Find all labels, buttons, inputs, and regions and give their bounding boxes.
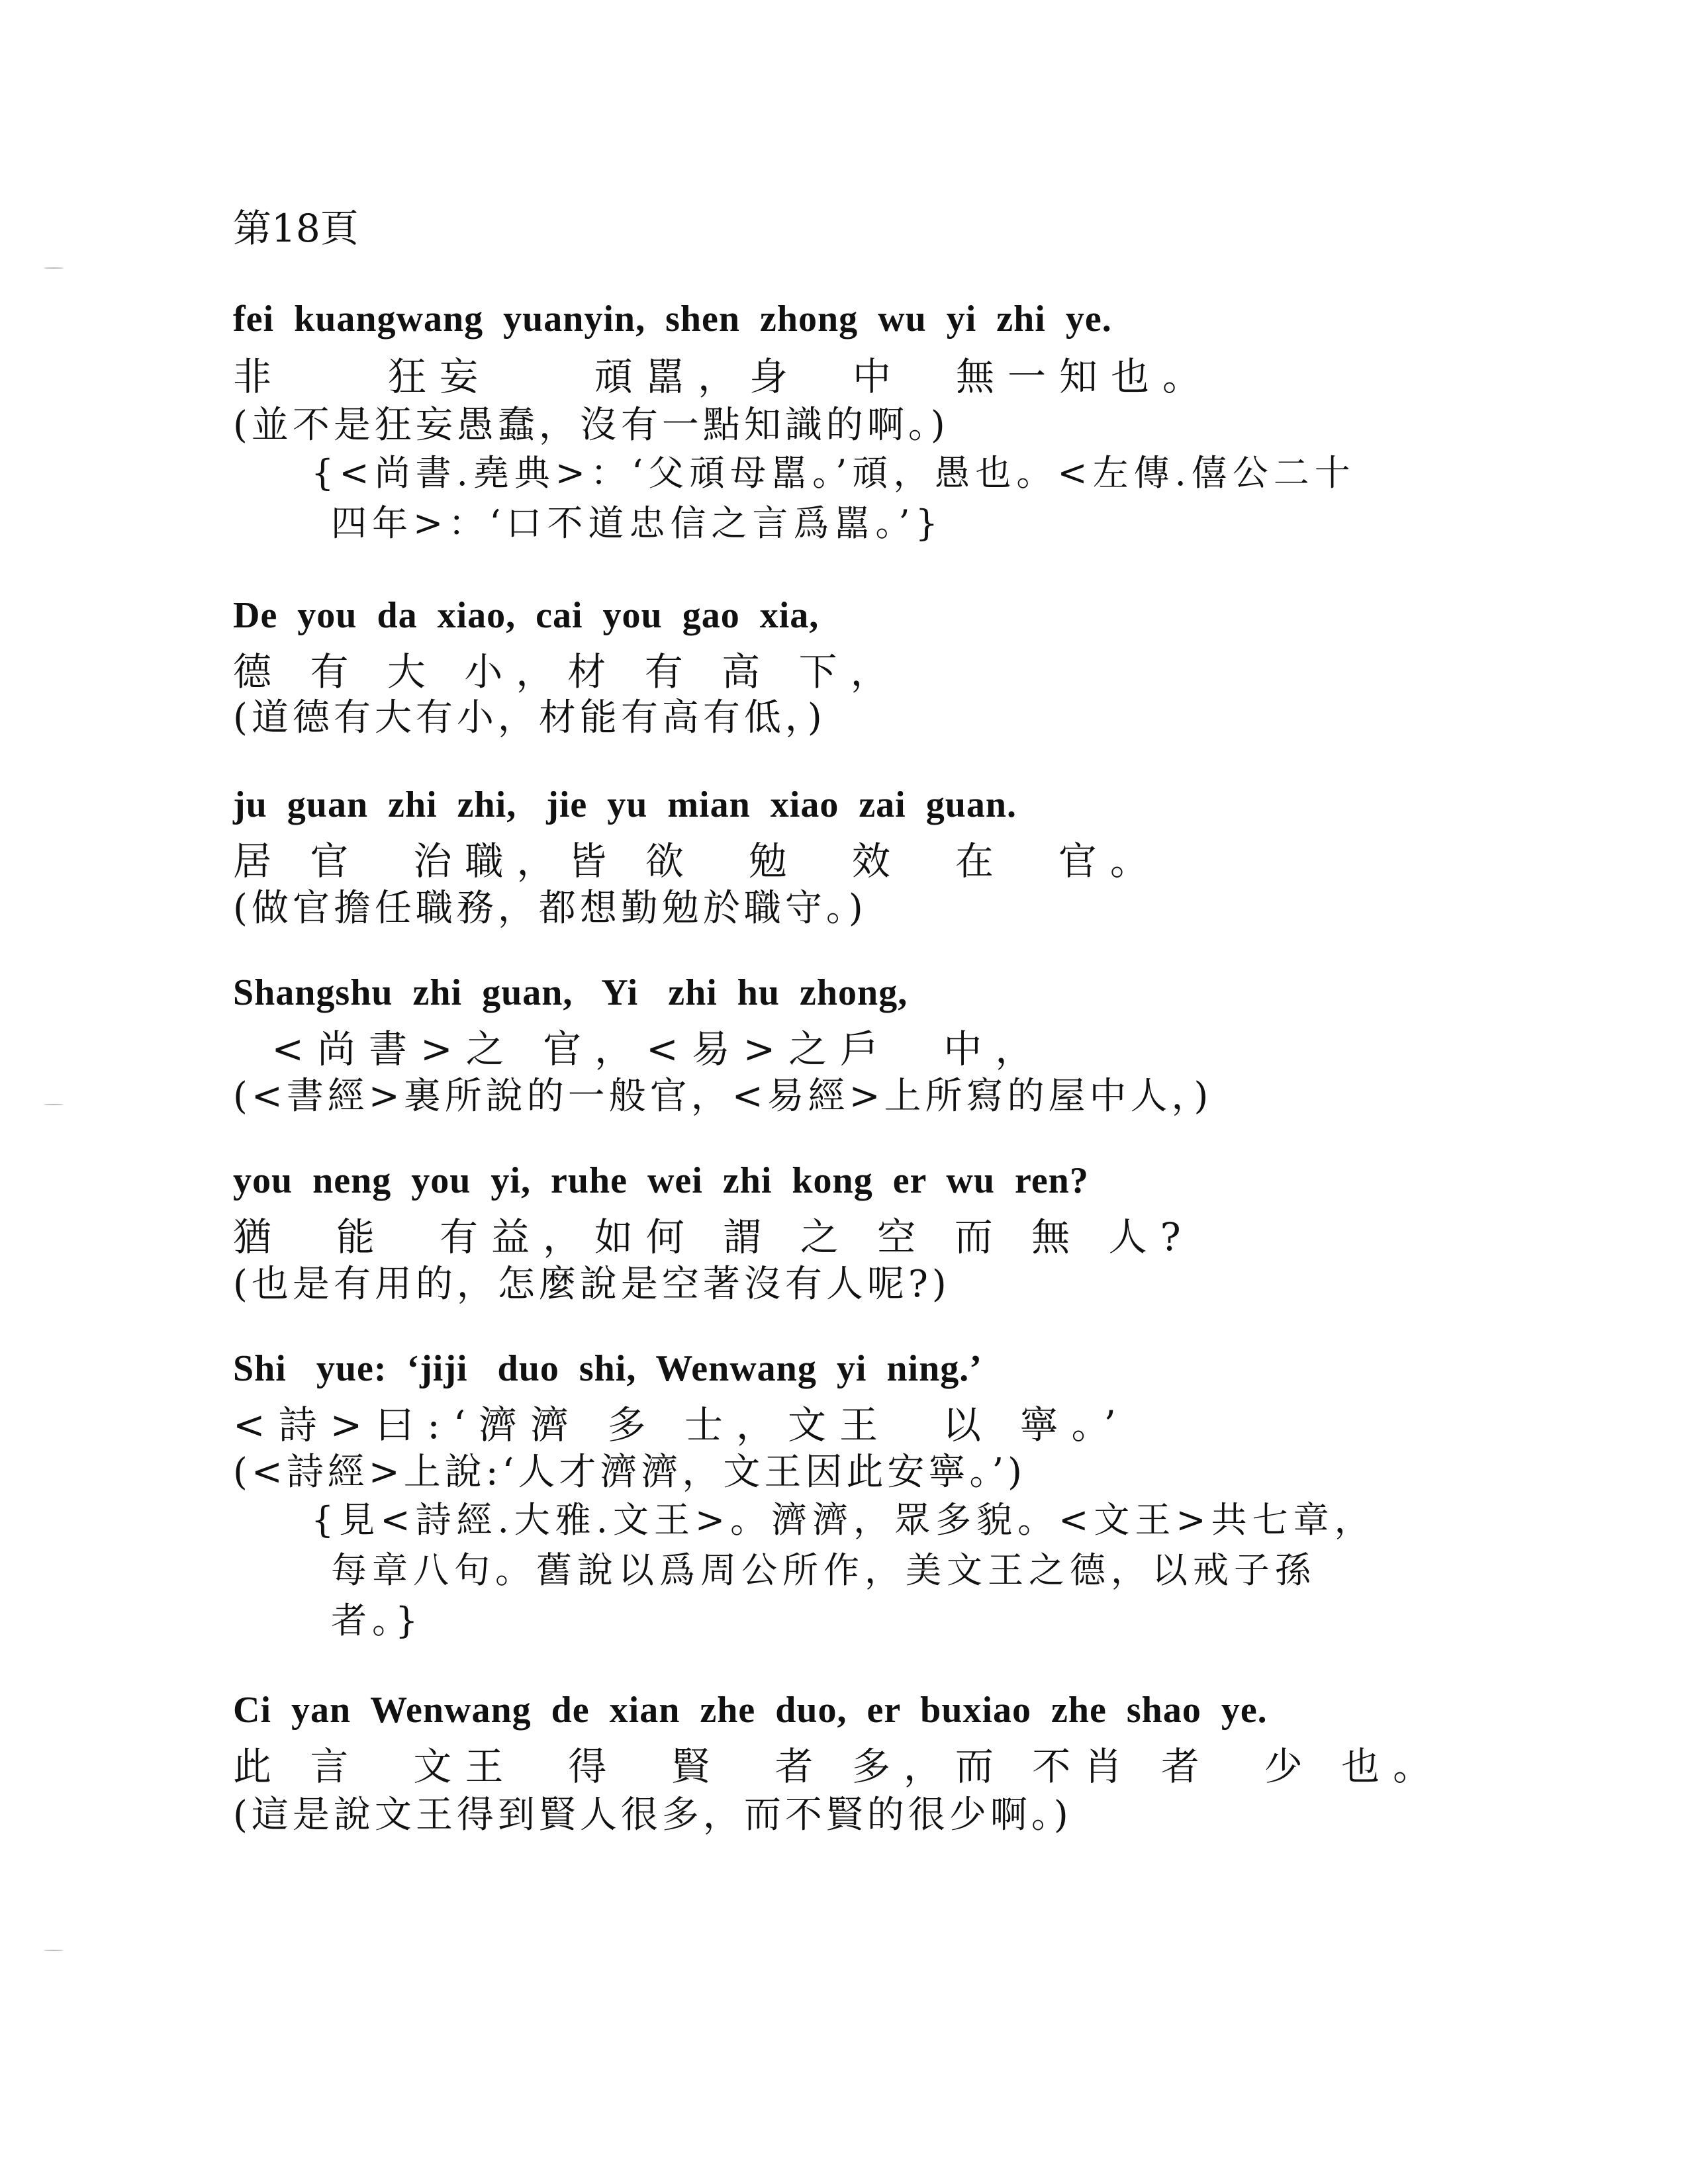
chinese-text-line: 德 有 大 小，材 有 高 下， — [233, 649, 902, 694]
note-line: 四年>：‘口不道忠信之言爲嚚。’} — [331, 502, 943, 544]
translation-line: (道德有大有小，材能有高有低，) — [233, 696, 826, 739]
margin-mark — [44, 267, 64, 269]
chinese-text-line: 非 狂妄 頑嚚，身 中 無一知也。 — [233, 354, 1215, 399]
pinyin-line: Shangshu zhi guan, Yi zhi hu zhong, — [233, 972, 908, 1013]
note-line: {見<詩經.大雅.文王>。濟濟，眾多貌。<文王>共七章， — [311, 1499, 1376, 1541]
pinyin-line: fei kuangwang yuanyin, shen zhong wu yi zhi ye. — [233, 298, 1112, 340]
note-line: {<尚書.堯典>：‘父頑母嚚。’頑，愚也。<左傳.僖公二十 — [311, 452, 1356, 494]
translation-line: (<書經>裏所說的一般官，<易經>上所寫的屋中人，) — [233, 1075, 1213, 1118]
note-line: 者。} — [331, 1600, 424, 1641]
pinyin-line: Shi yue: ‘jiji duo shi, Wenwang yi ning.’ — [233, 1348, 982, 1389]
chinese-text-line: 此 言 文王 得 賢 者 多，而 不肖 者 少 也。 — [233, 1744, 1445, 1789]
margin-mark — [44, 1104, 64, 1105]
chinese-text-line: <詩>曰:‘濟濟 多 士，文王 以 寧。’ — [233, 1402, 1129, 1447]
pinyin-line: you neng you yi, ruhe wei zhi kong er wu ren? — [233, 1160, 1089, 1201]
pinyin-line: ju guan zhi zhi, jie yu mian xiao zai guan. — [233, 784, 1017, 825]
pinyin-line: De you da xiao, cai you gao xia, — [233, 595, 820, 636]
margin-mark — [44, 1950, 64, 1951]
translation-line: (做官擔任職務，都想勤勉於職守。) — [233, 887, 867, 930]
page-number: 第18頁 — [233, 206, 359, 251]
chinese-text-line: 猶 能 有益，如何 謂 之 空 而 無 人? — [233, 1214, 1194, 1259]
chinese-text-line: 居 官 治職，皆 欲 勉 效 在 官。 — [233, 839, 1162, 884]
translation-line: (這是說文王得到賢人很多，而不賢的很少啊。) — [233, 1794, 1072, 1837]
translation-line: (<詩經>上說:‘人才濟濟，文王因此安寧。’) — [233, 1451, 1027, 1494]
translation-line: (也是有用的，怎麼說是空著沒有人呢?) — [233, 1263, 951, 1306]
note-line: 每章八句。舊說以爲周公所作，美文王之德，以戒子孫 — [331, 1549, 1316, 1591]
pinyin-line: Ci yan Wenwang de xian zhe duo, er buxiao zhe shao ye. — [233, 1690, 1268, 1731]
translation-line: (並不是狂妄愚蠢，沒有一點知識的啊。) — [233, 404, 949, 447]
chinese-text-line: <尚書>之 官，<易>之戶 中， — [246, 1026, 1047, 1071]
